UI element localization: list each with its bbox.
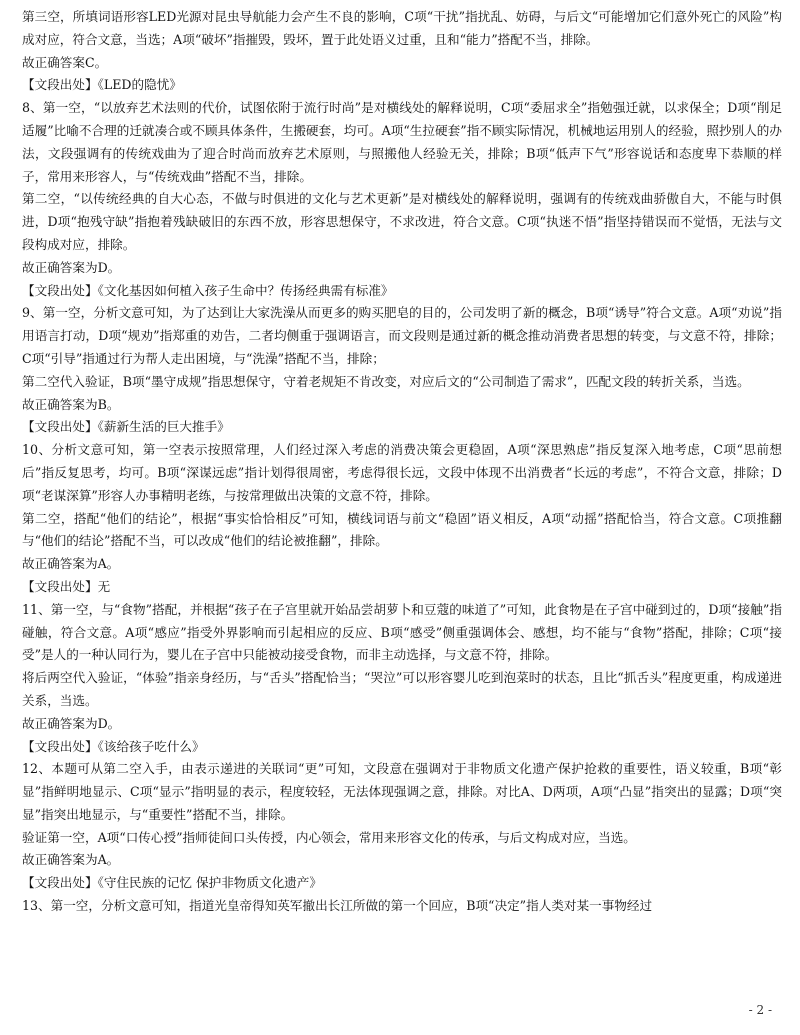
paragraph: 验证第一空，A项“口传心授”指师徒间口头传授，内心领会，常用来形容文化的传承，与后文构成对应，当选。 — [22, 829, 636, 845]
answer-line: 故正确答案为D。 — [22, 715, 121, 731]
paragraph: 第二空代入验证，B项“墨守成规”指思想保守，守着老规矩不肯改变，对应后文的“公司制造了需求”，匹配文段的转折关系，当选。 — [22, 373, 750, 389]
paragraph: 将后两空代入验证，“体验”指亲身经历，与“舌头”搭配恰当；“哭泣”可以形容婴儿吃到泡菜时的状态，且比“抓舌头”程度更重，构成递进关系，当选。 — [22, 670, 782, 708]
question-9-paragraph: 9、第一空，分析文意可知，为了达到让大家洗澡从而更多的购买肥皂的目的，公司发明了新的概念，B项“诱导”符合文意。A项“劝说”指用语言打动，D项“规劝”指郑重的劝告，二者均侧重于强调语言，而文段则是通过新的概念推动消费者思想的转变，与文意不符，排除；C项“引导”指通过行为帮人走出困境，与“洗澡”搭配不当，排除； — [22, 305, 782, 366]
paragraph: 第二空，搭配“他们的结论”，根据“事实恰恰相反”可知，横线词语与前文“稳固”语义相反，A项“动摇”搭配恰当，符合文意。C项推翻与“他们的结论”搭配不当，可以改成“他们的结论被推翻”，排除。 — [22, 510, 782, 549]
question-11-paragraph: 11、第一空，与“食物”搭配，并根据“孩子在子宫里就开始品尝胡萝卜和豆蔻的味道了”可知，此食物是在子宫中碰到过的，D项“接触”指碰触，符合文意。A项“感应”指受外界影响而引起相应的反应、B项“感受”侧重强调体会、感想，均不能与“食物”搭配，排除；C项“接受”是人的一种认同行为，婴儿在子宫中只能被动接受食物，而非主动选择，与文意不符，排除。 — [22, 601, 782, 663]
source-line: 【文段出处】《文化基因如何植入孩子生命中？传扬经典需有标准》 — [22, 282, 394, 298]
paragraph: 第三空，所填词语形容LED光源对昆虫导航能力会产生不良的影响，C项“干扰”指扰乱、妨碍，与后文“可能增加它们意外死亡的风险”构成对应，符合文意，当选；A项“破坏”指摧毁，毁坏，置于此处语义过重，且和“能力”搭配不当，排除。 — [22, 9, 782, 47]
answer-line: 故正确答案为A。 — [22, 852, 120, 868]
source-line: 【文段出处】《守住民族的记忆 保护非物质文化遗产》 — [22, 875, 322, 891]
answer-line: 故正确答案为D。 — [22, 259, 121, 275]
paragraph: 第二空，“以传统经典的自大心态，不做与时俱进的文化与艺术更新”是对横线处的解释说明，强调有的传统戏曲骄傲自大，不能与时俱进，D项“抱残守缺”指抱着残缺破旧的东西不放，形容思想保守，不求改进，符合文意。C项“执迷不悟”指坚持错误而不觉悟，无法与文段构成对应，排除。 — [22, 191, 782, 252]
page-number: - 2 - — [748, 1003, 772, 1017]
question-8-paragraph: 8、第一空，“以放弃艺术法则的代价，试图依附于流行时尚”是对横线处的解释说明，C项“委屈求全”指勉强迁就，以求保全；D项“削足适履”比喻不合理的迁就凑合或不顾具体条件，生搬硬套，均可。A项“生拉硬套”指不顾实际情况，机械地运用别人的经验，照抄别人的办法，文段强调有的传统戏曲为了迎合时尚而放弃艺术原则，与照搬他人经验无关，排除；B项“低声下气”形容说话和态度卑下恭顺的样子，常用来形容人，与“传统戏曲”搭配不当，排除。 — [22, 100, 782, 184]
question-10-paragraph: 10、分析文意可知，第一空表示按照常理，人们经过深入考虑的消费决策会更稳固，A项“深思熟虑”指反复深入地考虑，C项“思前想后”指反复思考，均可。B项“深谋远虑”指计划得很周密，考虑得很长远，文段中体现不出消费者“长远的考虑”，不符合文意，排除；D项“老谋深算”形容人办事精明老练，与按常理做出决策的文意不符，排除。 — [22, 442, 782, 503]
question-12-paragraph: 12、本题可从第二空入手，由表示递进的关联词“更”可知，文段意在强调对于非物质文化遗产保护抢救的重要性，语义较重，B项“彰显”指鲜明地显示、C项“显示”指明显的表示，程度较轻，无法体现强调之意，排除。对比A、D两项，A项“凸显”指突出的显露；D项“突显”指突出地显示，与“重要性”搭配不当，排除。 — [22, 761, 782, 822]
question-13-paragraph: 13、第一空，分析文意可知，指道光皇帝得知英军撤出长江所做的第一个回应，B项“决定”指人类对某一事物经过 — [22, 898, 653, 914]
source-line: 【文段出处】《该给孩子吃什么》 — [22, 738, 205, 754]
answer-line: 故正确答案为B。 — [22, 396, 120, 412]
source-line: 【文段出处】无 — [22, 578, 111, 594]
document-page — [22, 6, 782, 918]
answer-line: 故正确答案C。 — [22, 54, 108, 70]
answer-line: 故正确答案为A。 — [22, 556, 120, 572]
source-line: 【文段出处】《薪新生活的巨大推手》 — [22, 419, 230, 435]
source-line: 【文段出处】《LED的隐忧》 — [22, 77, 182, 93]
